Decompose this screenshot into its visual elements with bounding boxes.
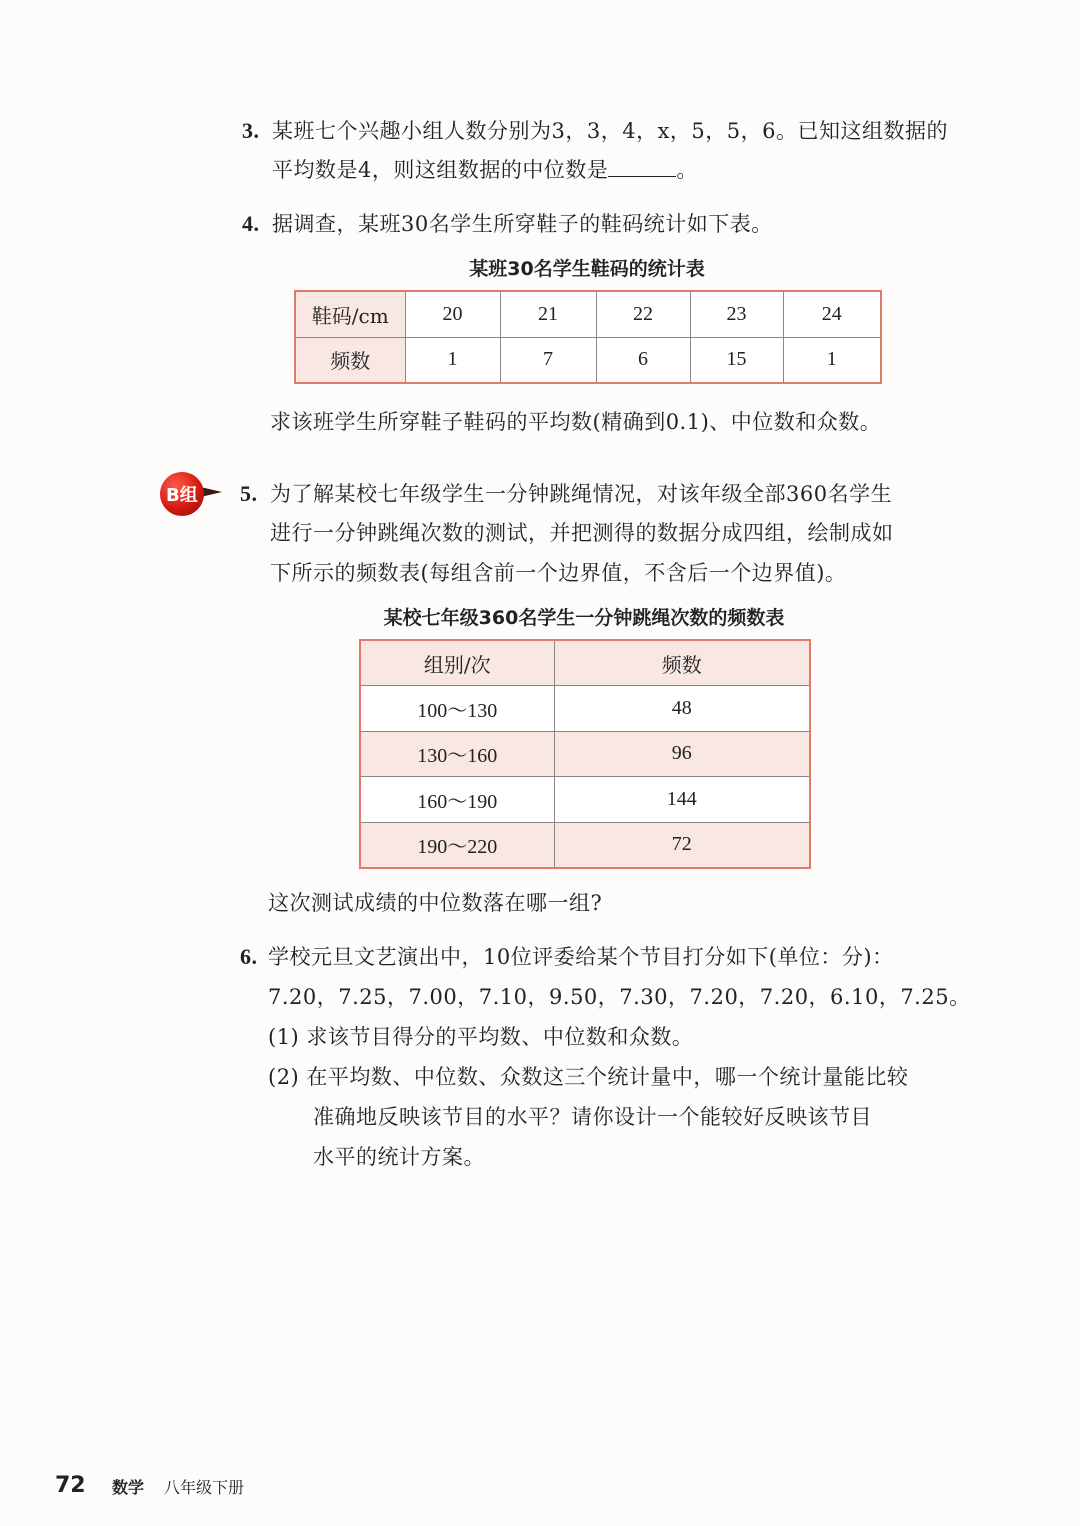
size-cell: 22 <box>596 291 690 337</box>
q5-table-title: 某校七年级360名学生一分钟跳绳次数的频数表 <box>383 607 785 629</box>
page-number: 72 <box>55 1473 86 1498</box>
size-cell: 23 <box>690 291 783 337</box>
grade-label: 八年级下册 <box>164 1478 245 1497</box>
table-row <box>360 731 810 777</box>
q5-question: 这次测试成绩的中位数落在哪一组? <box>268 891 603 915</box>
table-row <box>360 640 810 686</box>
freq-cell: 48 <box>554 686 810 732</box>
q3-line2-end: 。 <box>676 158 698 182</box>
badge-label: B组 <box>166 485 198 506</box>
q5-line3: 下所示的频数表(每组含前一个边界值，不含后一个边界值)。 <box>270 561 847 585</box>
table-row <box>295 337 881 383</box>
q4-question: 求该班学生所穿鞋子鞋码的平均数(精确到0.1)、中位数和众数。 <box>270 410 882 434</box>
q3-line2: 平均数是4，则这组数据的中位数是 <box>272 158 609 182</box>
q4-number: 4. <box>242 211 260 236</box>
size-cell: 24 <box>783 291 881 337</box>
q3-number: 3. <box>242 118 260 143</box>
q5-number: 5. <box>240 481 258 506</box>
freq-cell: 1 <box>783 337 881 383</box>
freq-cell: 7 <box>500 337 596 383</box>
q6-line1: 学校元旦文艺演出中，10位评委给某个节目打分如下(单位：分)： <box>268 945 894 969</box>
group-cell: 130～160 <box>360 731 554 777</box>
col2-header: 频数 <box>554 640 810 686</box>
book-name: 数学 <box>112 1478 145 1497</box>
freq-cell: 6 <box>596 337 690 383</box>
q5-line2: 进行一分钟跳绳次数的测试，并把测得的数据分成四组，绘制成如 <box>270 521 894 545</box>
q6-number: 6. <box>240 944 258 969</box>
table-row <box>360 777 810 823</box>
q6-sub2-line3: 水平的统计方案。 <box>313 1145 485 1169</box>
col1-header: 组别/次 <box>360 640 554 686</box>
freq-cell: 15 <box>690 337 783 383</box>
q4-table-title: 某班30名学生鞋码的统计表 <box>469 258 705 280</box>
table-row <box>360 686 810 732</box>
table-row <box>360 822 810 868</box>
freq-cell: 96 <box>554 731 810 777</box>
q6-sub2-line1: (2) 在平均数、中位数、众数这三个统计量中，哪一个统计量能比较 <box>268 1065 909 1089</box>
freq-cell: 144 <box>554 777 810 823</box>
table-row <box>295 291 881 337</box>
row1-header: 鞋码/cm <box>295 291 405 337</box>
q6-sub1: (1) 求该节目得分的平均数、中位数和众数。 <box>268 1025 694 1049</box>
group-cell: 100～130 <box>360 686 554 732</box>
shoe-size-table <box>294 290 882 384</box>
row2-header: 频数 <box>295 337 405 383</box>
q5-line1: 为了解某校七年级学生一分钟跳绳情况，对该年级全部360名学生 <box>270 482 893 506</box>
jump-rope-table <box>359 639 811 869</box>
q6-scores: 7.20，7.25，7.00，7.10，9.50，7.30，7.20，7.20，6.10，7.25。 <box>268 985 971 1009</box>
size-cell: 20 <box>405 291 500 337</box>
q6-sub2-line2: 准确地反映该节目的水平？请你设计一个能较好反映该节目 <box>313 1105 872 1129</box>
q3-line2-wrap <box>272 156 698 184</box>
freq-cell: 72 <box>554 822 810 868</box>
group-b-badge <box>160 472 218 516</box>
freq-cell: 1 <box>405 337 500 383</box>
q4-text: 据调查，某班30名学生所穿鞋子的鞋码统计如下表。 <box>272 212 773 236</box>
group-cell: 190～220 <box>360 822 554 868</box>
q3-line1: 某班七个兴趣小组人数分别为3，3，4，x，5，5，6。已知这组数据的 <box>272 119 949 143</box>
answer-blank <box>608 157 676 177</box>
group-cell: 160～190 <box>360 777 554 823</box>
size-cell: 21 <box>500 291 596 337</box>
